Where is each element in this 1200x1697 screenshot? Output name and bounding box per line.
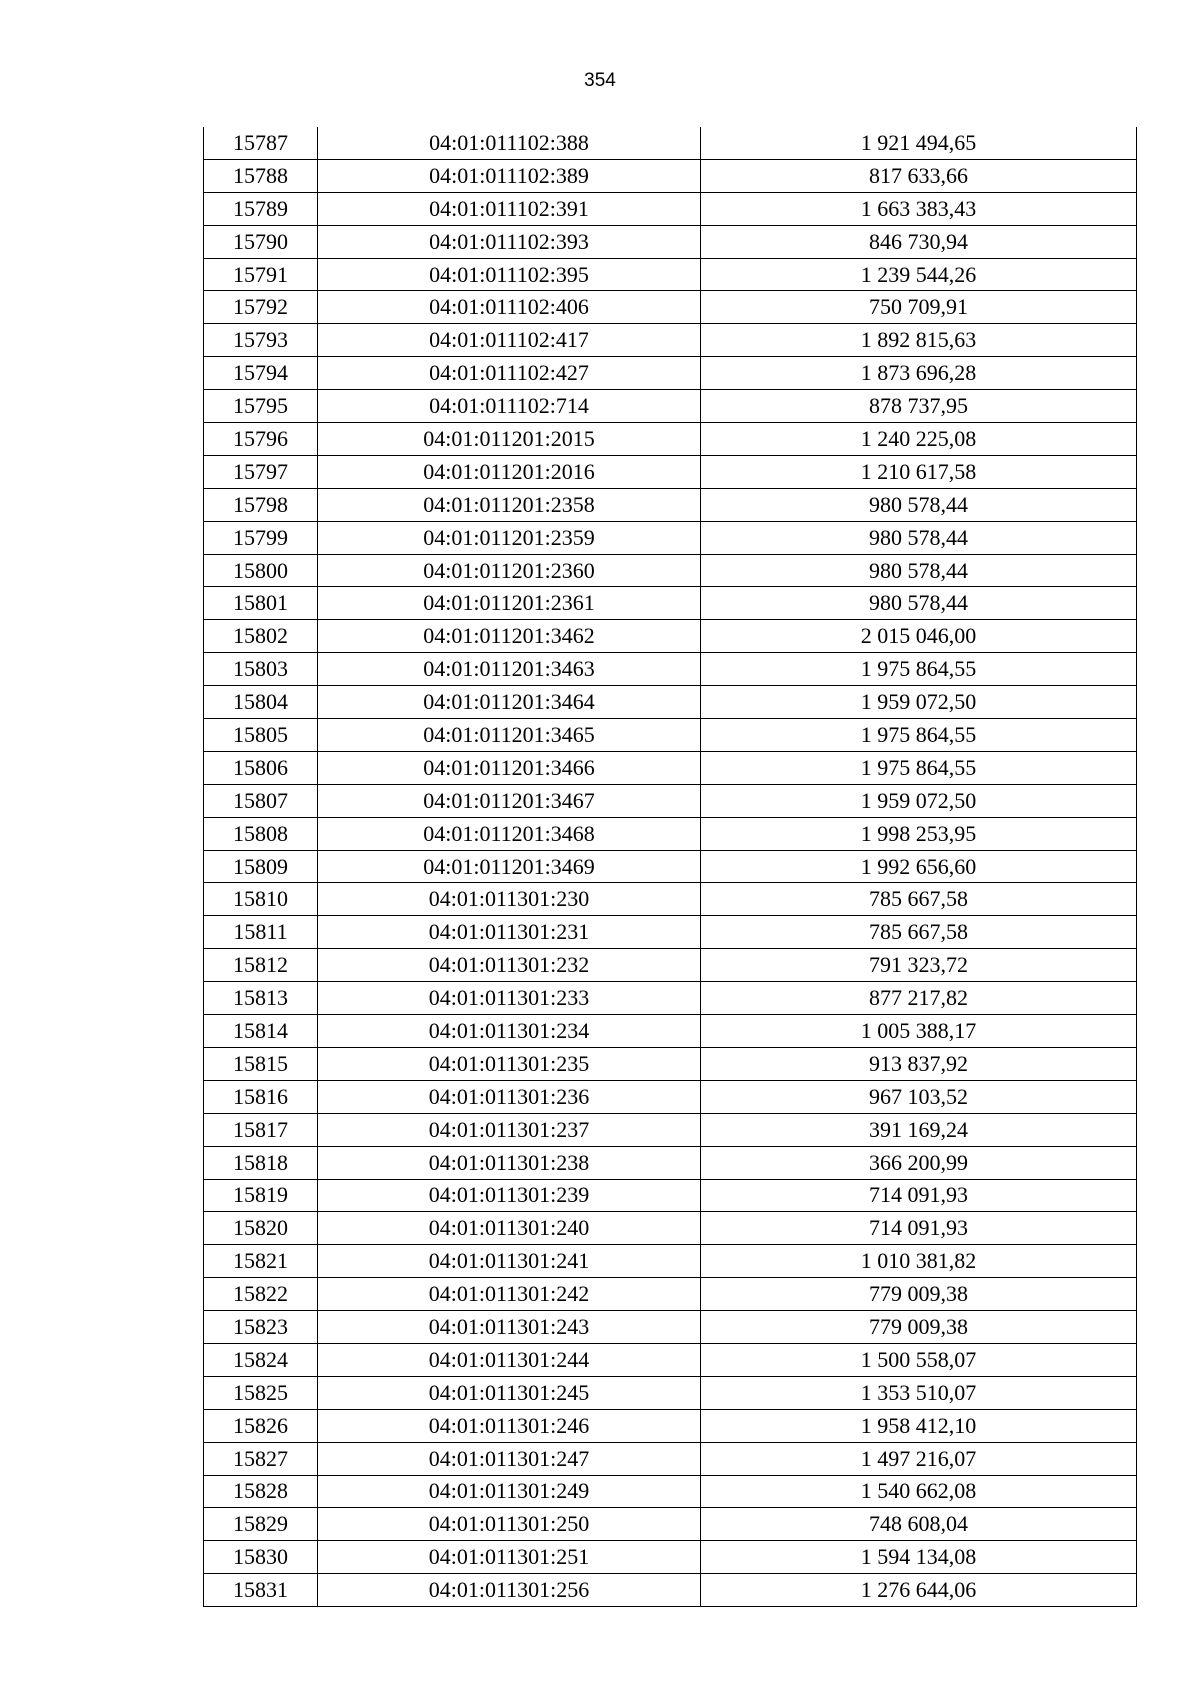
value-cell: 391 169,24 <box>701 1113 1137 1146</box>
row-number-cell: 15793 <box>204 324 318 357</box>
cadastral-number-cell: 04:01:011102:395 <box>318 258 701 291</box>
row-number-cell: 15818 <box>204 1146 318 1179</box>
cadastral-number-cell: 04:01:011301:247 <box>318 1442 701 1475</box>
table-row <box>204 455 1137 488</box>
value-cell: 2 015 046,00 <box>701 620 1137 653</box>
table-row <box>204 225 1137 258</box>
table-row <box>204 1278 1137 1311</box>
row-number-cell: 15796 <box>204 423 318 456</box>
cadastral-number-cell: 04:01:011301:233 <box>318 982 701 1015</box>
cadastral-number-cell: 04:01:011201:2016 <box>318 455 701 488</box>
row-number-cell: 15821 <box>204 1245 318 1278</box>
cadastral-number-cell: 04:01:011201:2015 <box>318 423 701 456</box>
row-number-cell: 15824 <box>204 1343 318 1376</box>
row-number-cell: 15807 <box>204 784 318 817</box>
cadastral-number-cell: 04:01:011301:256 <box>318 1574 701 1607</box>
value-cell: 714 091,93 <box>701 1179 1137 1212</box>
table-row <box>204 1146 1137 1179</box>
cadastral-number-cell: 04:01:011201:2360 <box>318 554 701 587</box>
value-cell: 1 958 412,10 <box>701 1409 1137 1442</box>
row-number-cell: 15800 <box>204 554 318 587</box>
value-cell: 1 276 644,06 <box>701 1574 1137 1607</box>
cadastral-number-cell: 04:01:011102:391 <box>318 192 701 225</box>
cadastral-number-cell: 04:01:011301:232 <box>318 949 701 982</box>
table-row <box>204 127 1137 159</box>
row-number-cell: 15805 <box>204 719 318 752</box>
cadastral-number-cell: 04:01:011301:237 <box>318 1113 701 1146</box>
value-cell: 748 608,04 <box>701 1508 1137 1541</box>
table-row <box>204 1442 1137 1475</box>
table-row <box>204 587 1137 620</box>
row-number-cell: 15810 <box>204 883 318 916</box>
cadastral-number-cell: 04:01:011301:230 <box>318 883 701 916</box>
cadastral-number-cell: 04:01:011201:3462 <box>318 620 701 653</box>
row-number-cell: 15830 <box>204 1541 318 1574</box>
row-number-cell: 15804 <box>204 686 318 719</box>
value-cell: 1 353 510,07 <box>701 1376 1137 1409</box>
row-number-cell: 15794 <box>204 357 318 390</box>
table-row <box>204 1508 1137 1541</box>
table-row <box>204 751 1137 784</box>
value-cell: 1 010 381,82 <box>701 1245 1137 1278</box>
value-cell: 1 210 617,58 <box>701 455 1137 488</box>
cadastral-number-cell: 04:01:011201:3463 <box>318 653 701 686</box>
row-number-cell: 15802 <box>204 620 318 653</box>
row-number-cell: 15829 <box>204 1508 318 1541</box>
value-cell: 980 578,44 <box>701 587 1137 620</box>
row-number-cell: 15792 <box>204 291 318 324</box>
table-row <box>204 1311 1137 1344</box>
cadastral-number-cell: 04:01:011201:2358 <box>318 488 701 521</box>
row-number-cell: 15797 <box>204 455 318 488</box>
value-cell: 1 992 656,60 <box>701 850 1137 883</box>
cadastral-number-cell: 04:01:011301:236 <box>318 1080 701 1113</box>
cadastral-number-cell: 04:01:011301:239 <box>318 1179 701 1212</box>
value-cell: 779 009,38 <box>701 1278 1137 1311</box>
row-number-cell: 15814 <box>204 1015 318 1048</box>
row-number-cell: 15812 <box>204 949 318 982</box>
row-number-cell: 15803 <box>204 653 318 686</box>
cadastral-number-cell: 04:01:011201:3468 <box>318 817 701 850</box>
value-cell: 750 709,91 <box>701 291 1137 324</box>
table-row <box>204 423 1137 456</box>
row-number-cell: 15827 <box>204 1442 318 1475</box>
table-row <box>204 390 1137 423</box>
row-number-cell: 15799 <box>204 521 318 554</box>
cadastral-number-cell: 04:01:011201:3469 <box>318 850 701 883</box>
data-table <box>203 127 1137 1607</box>
value-cell: 1 959 072,50 <box>701 686 1137 719</box>
cadastral-number-cell: 04:01:011301:231 <box>318 916 701 949</box>
page-number: 354 <box>584 70 616 91</box>
row-number-cell: 15790 <box>204 225 318 258</box>
table-row <box>204 521 1137 554</box>
row-number-cell: 15816 <box>204 1080 318 1113</box>
cadastral-number-cell: 04:01:011102:427 <box>318 357 701 390</box>
table-row <box>204 653 1137 686</box>
cadastral-number-cell: 04:01:011301:241 <box>318 1245 701 1278</box>
cadastral-number-cell: 04:01:011102:714 <box>318 390 701 423</box>
row-number-cell: 15825 <box>204 1376 318 1409</box>
table-row <box>204 1409 1137 1442</box>
table-body <box>204 127 1137 1607</box>
value-cell: 846 730,94 <box>701 225 1137 258</box>
table-row <box>204 1015 1137 1048</box>
table-row <box>204 1245 1137 1278</box>
table-row <box>204 1376 1137 1409</box>
row-number-cell: 15811 <box>204 916 318 949</box>
value-cell: 366 200,99 <box>701 1146 1137 1179</box>
value-cell: 1 239 544,26 <box>701 258 1137 291</box>
value-cell: 1 005 388,17 <box>701 1015 1137 1048</box>
value-cell: 785 667,58 <box>701 883 1137 916</box>
table-row <box>204 817 1137 850</box>
row-number-cell: 15801 <box>204 587 318 620</box>
value-cell: 1 594 134,08 <box>701 1541 1137 1574</box>
value-cell: 980 578,44 <box>701 488 1137 521</box>
value-cell: 817 633,66 <box>701 159 1137 192</box>
table-row <box>204 291 1137 324</box>
value-cell: 779 009,38 <box>701 1311 1137 1344</box>
table-row <box>204 1343 1137 1376</box>
cadastral-number-cell: 04:01:011301:242 <box>318 1278 701 1311</box>
value-cell: 1 663 383,43 <box>701 192 1137 225</box>
table-row <box>204 1541 1137 1574</box>
table-row <box>204 949 1137 982</box>
row-number-cell: 15817 <box>204 1113 318 1146</box>
row-number-cell: 15828 <box>204 1475 318 1508</box>
row-number-cell: 15820 <box>204 1212 318 1245</box>
value-cell: 1 892 815,63 <box>701 324 1137 357</box>
value-cell: 1 497 216,07 <box>701 1442 1137 1475</box>
row-number-cell: 15791 <box>204 258 318 291</box>
cadastral-number-cell: 04:01:011301:243 <box>318 1311 701 1344</box>
row-number-cell: 15809 <box>204 850 318 883</box>
value-cell: 1 240 225,08 <box>701 423 1137 456</box>
value-cell: 1 873 696,28 <box>701 357 1137 390</box>
cadastral-number-cell: 04:01:011301:249 <box>318 1475 701 1508</box>
table-row <box>204 916 1137 949</box>
value-cell: 1 921 494,65 <box>701 127 1137 159</box>
cadastral-number-cell: 04:01:011201:2361 <box>318 587 701 620</box>
cadastral-number-cell: 04:01:011102:388 <box>318 127 701 159</box>
value-cell: 1 975 864,55 <box>701 751 1137 784</box>
value-cell: 1 500 558,07 <box>701 1343 1137 1376</box>
table-row <box>204 324 1137 357</box>
table-row <box>204 1113 1137 1146</box>
row-number-cell: 15813 <box>204 982 318 1015</box>
value-cell: 913 837,92 <box>701 1047 1137 1080</box>
row-number-cell: 15822 <box>204 1278 318 1311</box>
cadastral-number-cell: 04:01:011301:234 <box>318 1015 701 1048</box>
row-number-cell: 15787 <box>204 127 318 159</box>
row-number-cell: 15798 <box>204 488 318 521</box>
table-row <box>204 1080 1137 1113</box>
row-number-cell: 15795 <box>204 390 318 423</box>
value-cell: 980 578,44 <box>701 554 1137 587</box>
table-row <box>204 1574 1137 1607</box>
table-row <box>204 883 1137 916</box>
table-row <box>204 192 1137 225</box>
table-row <box>204 258 1137 291</box>
cadastral-number-cell: 04:01:011102:389 <box>318 159 701 192</box>
table-row <box>204 488 1137 521</box>
cadastral-number-cell: 04:01:011301:245 <box>318 1376 701 1409</box>
value-cell: 714 091,93 <box>701 1212 1137 1245</box>
row-number-cell: 15788 <box>204 159 318 192</box>
row-number-cell: 15815 <box>204 1047 318 1080</box>
value-cell: 791 323,72 <box>701 949 1137 982</box>
cadastral-number-cell: 04:01:011301:238 <box>318 1146 701 1179</box>
value-cell: 1 975 864,55 <box>701 719 1137 752</box>
value-cell: 1 540 662,08 <box>701 1475 1137 1508</box>
value-cell: 1 959 072,50 <box>701 784 1137 817</box>
value-cell: 967 103,52 <box>701 1080 1137 1113</box>
cadastral-number-cell: 04:01:011201:3465 <box>318 719 701 752</box>
table-row <box>204 357 1137 390</box>
row-number-cell: 15789 <box>204 192 318 225</box>
document-table-container <box>203 127 1136 1607</box>
table-row <box>204 554 1137 587</box>
table-row <box>204 1212 1137 1245</box>
table-row <box>204 1475 1137 1508</box>
table-row <box>204 1047 1137 1080</box>
value-cell: 1 975 864,55 <box>701 653 1137 686</box>
row-number-cell: 15826 <box>204 1409 318 1442</box>
value-cell: 878 737,95 <box>701 390 1137 423</box>
cadastral-number-cell: 04:01:011201:2359 <box>318 521 701 554</box>
table-row <box>204 620 1137 653</box>
cadastral-number-cell: 04:01:011301:240 <box>318 1212 701 1245</box>
table-row <box>204 719 1137 752</box>
cadastral-number-cell: 04:01:011301:235 <box>318 1047 701 1080</box>
value-cell: 980 578,44 <box>701 521 1137 554</box>
cadastral-number-cell: 04:01:011301:246 <box>318 1409 701 1442</box>
value-cell: 785 667,58 <box>701 916 1137 949</box>
value-cell: 877 217,82 <box>701 982 1137 1015</box>
cadastral-number-cell: 04:01:011301:250 <box>318 1508 701 1541</box>
cadastral-number-cell: 04:01:011201:3466 <box>318 751 701 784</box>
table-row <box>204 850 1137 883</box>
row-number-cell: 15823 <box>204 1311 318 1344</box>
table-row <box>204 982 1137 1015</box>
cadastral-number-cell: 04:01:011102:393 <box>318 225 701 258</box>
cadastral-number-cell: 04:01:011201:3467 <box>318 784 701 817</box>
table-row <box>204 784 1137 817</box>
row-number-cell: 15808 <box>204 817 318 850</box>
cadastral-number-cell: 04:01:011301:251 <box>318 1541 701 1574</box>
value-cell: 1 998 253,95 <box>701 817 1137 850</box>
cadastral-number-cell: 04:01:011102:406 <box>318 291 701 324</box>
table-row <box>204 1179 1137 1212</box>
cadastral-number-cell: 04:01:011102:417 <box>318 324 701 357</box>
cadastral-number-cell: 04:01:011301:244 <box>318 1343 701 1376</box>
row-number-cell: 15831 <box>204 1574 318 1607</box>
table-row <box>204 686 1137 719</box>
cadastral-number-cell: 04:01:011201:3464 <box>318 686 701 719</box>
row-number-cell: 15806 <box>204 751 318 784</box>
row-number-cell: 15819 <box>204 1179 318 1212</box>
table-row <box>204 159 1137 192</box>
